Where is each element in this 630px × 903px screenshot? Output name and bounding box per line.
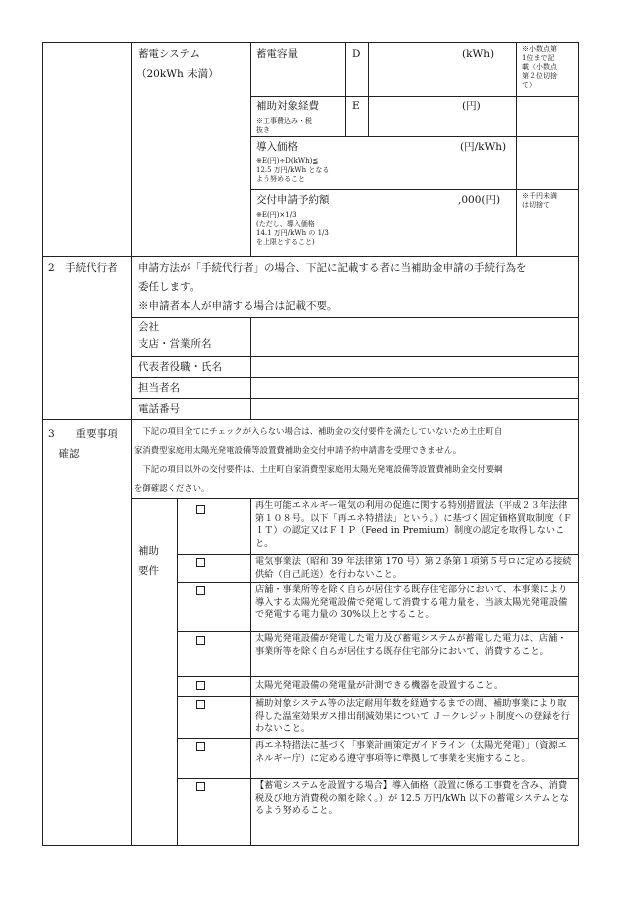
table-border-right bbox=[578, 42, 579, 846]
unit-price-sub: ※E(円)÷D(kWh)≦ 12.5 万円/kWh となる よう努めること bbox=[256, 157, 330, 183]
important-text1-line1: 下記の項目全てにチェックが入らない場合は、補助金の交付要件を満たしていないため土庄町自 bbox=[134, 426, 503, 436]
subsidy-expense-unit: (円) bbox=[462, 100, 481, 112]
req-line-3 bbox=[177, 631, 579, 632]
reservation-amount-label: 交付申請予約額 bbox=[256, 194, 330, 206]
important-text1-line2: 家消費型家庭用太陽光発電設備等設置費補助金交付申請予約申請書を受理できません。 bbox=[134, 445, 462, 455]
requirements-label: 補助 要件 bbox=[138, 545, 159, 577]
req-1-text: 再生可能エネルギー電気の利用の促進に関する特別措置法（平成２３年法律第１０８号。以下「再エネ特措法」という。）に基づく固定価格買取制度（ＦＩＴ）の認定又はＦＩＰ（Feed in Premium）制度の認定を取得しないこと。 bbox=[255, 500, 572, 549]
req-8-checkbox[interactable] bbox=[196, 782, 205, 791]
reservation-amount-unit: ,000(円) bbox=[458, 194, 501, 206]
reservation-amount-sub: ※E(円)×1/3 (ただし、導入価格 14.1 万円/kWh の 1/3 を上限とすること) bbox=[256, 211, 329, 246]
req-line-1 bbox=[177, 554, 579, 555]
section-line-2 bbox=[42, 256, 579, 257]
subsidy-expense-label: 補助対象経費 bbox=[256, 100, 319, 112]
subsidy-expense-code: E bbox=[352, 100, 360, 112]
table-border-left bbox=[42, 42, 43, 846]
req-line-6 bbox=[177, 738, 579, 739]
storage-divider-note bbox=[516, 42, 517, 256]
req-3-checkbox[interactable] bbox=[196, 586, 205, 595]
reservation-amount-input[interactable] bbox=[346, 190, 516, 256]
requirements-divider-2 bbox=[250, 498, 251, 846]
reservation-amount-note: ※千円未満 は切捨て bbox=[522, 192, 557, 209]
requirements-divider-1 bbox=[177, 498, 178, 846]
storage-system-note: （20kWh 未満） bbox=[136, 68, 219, 80]
req-3-text: 店舗・事業所等を除く自らが居住する既存住宅部分において、本事業により導入する太陽光発電設備で発電して消費する電力量を、当該太陽光発電設備で発電する電力量の 30%以上とすること。 bbox=[255, 584, 568, 620]
agent-intro-line2: 委任します。 bbox=[138, 281, 201, 293]
req-2-checkbox[interactable] bbox=[196, 558, 205, 567]
agent-company-label: 会社 支店・営業所名 bbox=[138, 321, 212, 350]
storage-capacity-code: D bbox=[352, 48, 361, 60]
req-line-2 bbox=[177, 582, 579, 583]
agent-phone-label: 電話番号 bbox=[138, 403, 180, 415]
subsidy-expense-sub: ※工事費込み・税 抜き bbox=[256, 117, 312, 134]
storage-capacity-note: ※小数点第 1位まで記 載（小数点 第２位切捨 て） bbox=[522, 45, 557, 89]
storage-capacity-unit: (kWh) bbox=[462, 48, 495, 60]
requirements-top-line bbox=[131, 498, 579, 499]
req-line-4 bbox=[177, 676, 579, 677]
req-7-checkbox[interactable] bbox=[196, 742, 205, 751]
important-text2-line2: を御確認ください。 bbox=[134, 483, 210, 493]
agent-representative-input[interactable] bbox=[251, 357, 578, 377]
storage-capacity-label: 蓄電容量 bbox=[256, 48, 298, 60]
storage-divider-1 bbox=[250, 42, 251, 256]
unit-price-label: 導入価格 bbox=[256, 141, 298, 153]
agent-intro-line1: 申請方法が「手続代行者」の場合、下記に記載する者に当補助金申請の手続行為を bbox=[138, 262, 527, 274]
storage-system-label: 蓄電システム bbox=[138, 48, 200, 60]
label-column-divider bbox=[131, 42, 132, 846]
subsidy-expense-input[interactable] bbox=[369, 97, 516, 136]
req-4-checkbox[interactable] bbox=[196, 636, 205, 645]
agent-section-label: 2 手続代行者 bbox=[48, 262, 118, 274]
req-5-checkbox[interactable] bbox=[196, 681, 205, 690]
req-line-5 bbox=[177, 696, 579, 697]
req-1-checkbox[interactable] bbox=[196, 505, 205, 514]
agent-intro-note: ※申請者本人が申請する場合は記載不要。 bbox=[138, 300, 338, 312]
req-6-checkbox[interactable] bbox=[196, 700, 205, 709]
table-border-bottom bbox=[42, 845, 579, 846]
req-line-7 bbox=[177, 778, 579, 779]
agent-contact-person-label: 担当者名 bbox=[138, 382, 180, 394]
section-line-3 bbox=[42, 419, 579, 420]
storage-capacity-input[interactable] bbox=[369, 43, 516, 96]
req-5-text: 太陽光発電設備の発電量が計測できる機器を設置すること。 bbox=[255, 680, 504, 691]
important-section-label: 3 重要事項 確認 bbox=[48, 428, 118, 460]
req-7-text: 再エネ特措法に基づく「事業計画策定ガイドライン（太陽光発電）」（資源エネルギー庁）に定める遵守事項等に準拠して事業を実施すること。 bbox=[255, 740, 567, 764]
req-4-text: 太陽光発電設備が発電した電力及び蓄電システムが蓄電した電力は、店舗・事業所等を除く自らが居住する既存住宅部分において、消費すること。 bbox=[255, 633, 567, 657]
agent-representative-label: 代表者役職・氏名 bbox=[138, 361, 222, 373]
unit-price-unit: (円/kWh) bbox=[460, 141, 507, 153]
req-2-text: 電気事業法（昭和 39 年法律第 170 号）第２条第１項第５号ロに定める接続供給（自己託送）を行わないこと。 bbox=[255, 556, 572, 580]
req-6-text: 補助対象システム等の法定耐用年数を経過するまでの間、補助事業により取得した温室効果ガス排出削減効果について Ｊ－クレジット制度への登録を行わないこと。 bbox=[255, 698, 570, 734]
req-8-text: 【蓄電システムを設置する場合】導入価格（設置に係る工事費を含み、消費税及び地方消費税の額を除く。）が 12.5 万円/kWh 以下の蓄電システムとなるよう努めること。 bbox=[255, 780, 569, 816]
agent-phone-input[interactable] bbox=[251, 399, 578, 419]
storage-divider-code bbox=[345, 42, 346, 136]
unit-price-input[interactable] bbox=[346, 137, 516, 189]
agent-company-input[interactable] bbox=[251, 318, 578, 356]
important-text2-line1: 下記の項目以外の交付要件は、土庄町自家消費型家庭用太陽光発電設備等設置費補助金交付要綱 bbox=[134, 464, 503, 474]
agent-contact-person-input[interactable] bbox=[251, 378, 578, 398]
